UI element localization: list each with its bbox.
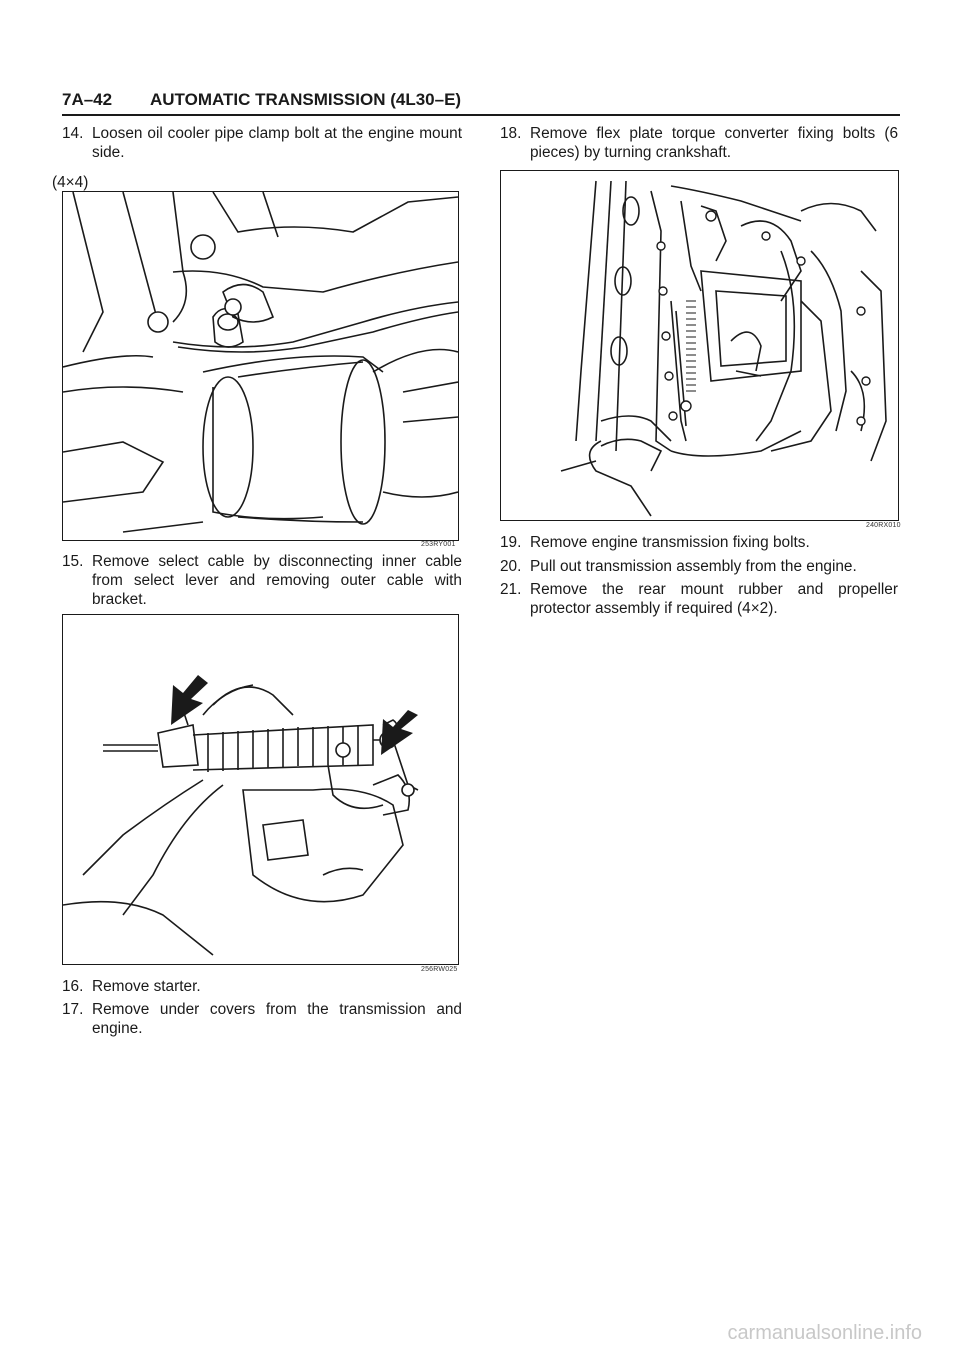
step-number: 19. [500, 534, 522, 551]
step-text: Remove under covers from the transmission and engine. [92, 1001, 462, 1037]
watermark [0, 1322, 960, 1345]
step-number: 17. [62, 1001, 84, 1018]
figure-flex-plate-bolts [500, 170, 899, 521]
step-number: 21. [500, 581, 522, 598]
oil-cooler-clamp-illustration [63, 192, 458, 540]
select-cable-illustration [63, 615, 458, 964]
step-number: 15. [62, 553, 84, 570]
figure-oil-cooler-clamp [62, 191, 459, 541]
drive-variant-label: (4×4) [52, 174, 89, 191]
figure-code: 240RX010 [866, 522, 901, 529]
step-number: 20. [500, 558, 522, 575]
pointer-arrow-left [171, 675, 208, 725]
figure-select-cable [62, 614, 459, 965]
header-rule [62, 114, 900, 116]
step-text: Loosen oil cooler pipe clamp bolt at the engine mount side. [92, 125, 462, 161]
step-text: Remove engine transmission fixing bolts. [530, 534, 810, 551]
flex-plate-illustration [501, 171, 898, 520]
step-21 [500, 580, 898, 618]
page-number: 7A–42 [62, 90, 113, 109]
figure-code: 256RW025 [421, 966, 458, 973]
step-text: Remove the rear mount rubber and propeller protector assembly if required (4×2). [530, 581, 898, 617]
step-15 [62, 552, 462, 609]
step-number: 16. [62, 978, 84, 995]
step-text: Remove starter. [92, 978, 201, 995]
pointer-arrow-right [381, 710, 418, 755]
step-number: 14. [62, 125, 84, 142]
step-text: Remove flex plate torque converter fixing bolts (6 pieces) by turning crankshaft. [530, 125, 898, 161]
section-title: AUTOMATIC TRANSMISSION (4L30–E) [150, 90, 462, 109]
step-text: Remove select cable by disconnecting inner cable from select lever and removing outer cable with bracket. [92, 553, 462, 608]
step-18 [500, 124, 898, 162]
step-number: 18. [500, 125, 522, 142]
step-19 [500, 533, 898, 552]
step-20 [500, 557, 898, 576]
watermark-text: carmanualsonline.info [727, 1322, 922, 1344]
step-14 [62, 124, 462, 162]
step-text: Pull out transmission assembly from the engine. [530, 558, 857, 575]
step-16 [62, 977, 462, 996]
figure-code: 253RY001 [421, 541, 456, 548]
step-17 [62, 1000, 462, 1038]
